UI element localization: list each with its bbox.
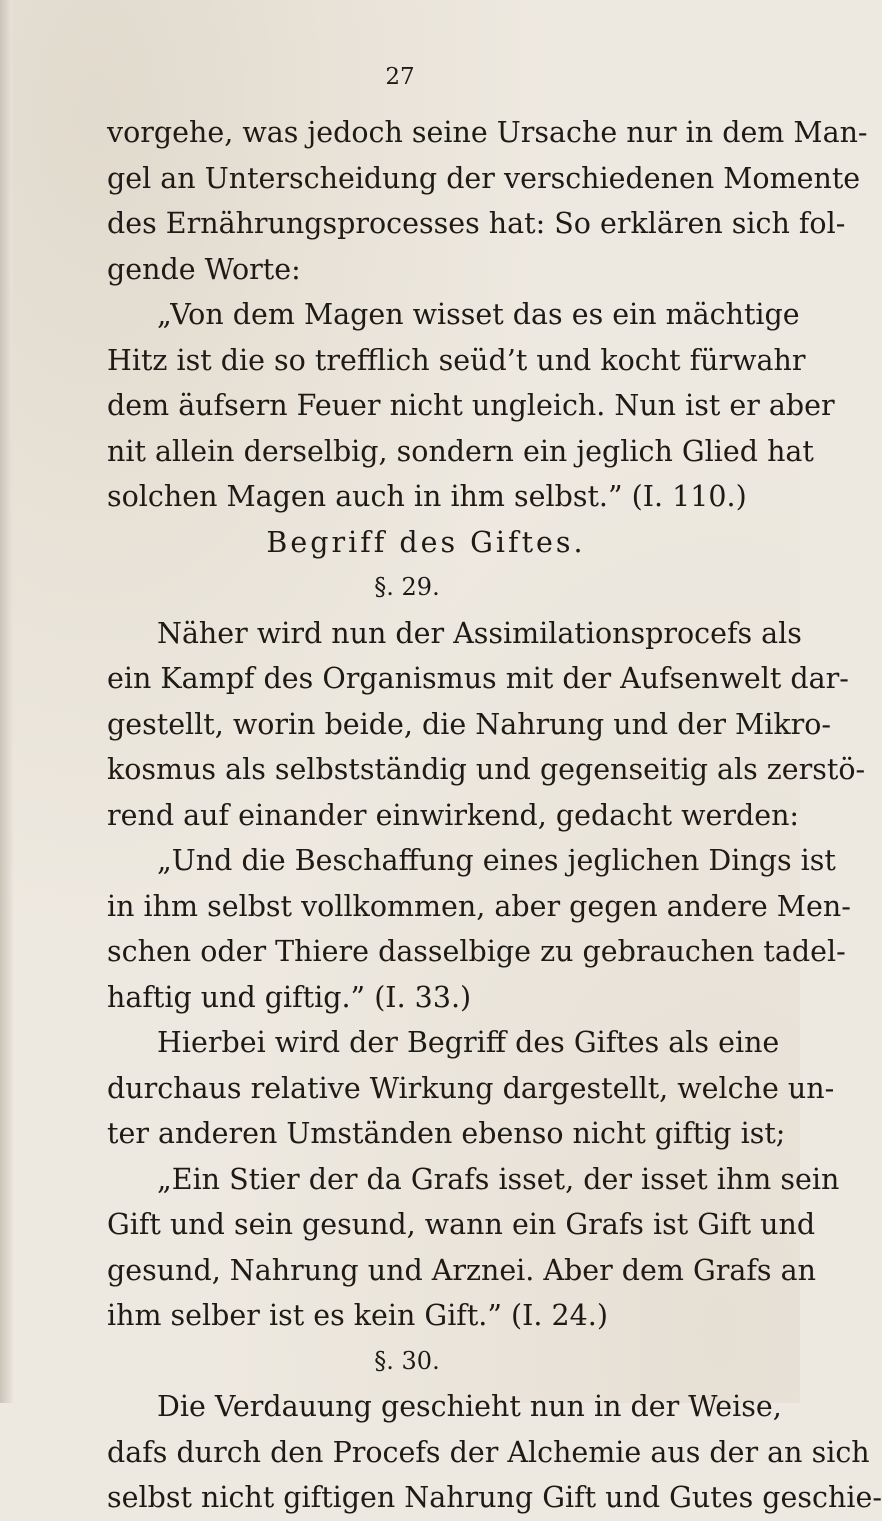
text-line: ter anderen Umständen ebenso nicht giftig ist; bbox=[107, 1117, 786, 1150]
text-line: Die Verdauung geschieht nun in der Weise, bbox=[157, 1390, 782, 1423]
quote-line: solchen Magen auch in ihm selbst.” (I. 110.) bbox=[107, 480, 747, 513]
quote-line: ihm selber ist es kein Gift.” (I. 24.) bbox=[107, 1299, 608, 1332]
quote-line: dem äufsern Feuer nicht ungleich. Nun ist er aber bbox=[107, 389, 835, 422]
text-line: gel an Unterscheidung der verschiedenen Momente bbox=[107, 161, 861, 195]
text-line: selbst nicht giftigen Nahrung Gift und Gutes geschie- bbox=[107, 1481, 882, 1514]
text-line: ein Kampf des Organismus mit der Aufsenwelt dar- bbox=[107, 662, 849, 695]
quote-line: „Von dem Magen wisset das es ein mächtige bbox=[157, 298, 800, 331]
quote-line: Hitz ist die so trefflich seüd’t und kocht fürwahr bbox=[107, 343, 806, 377]
quote-line: in ihm selbst vollkommen, aber gegen andere Men- bbox=[107, 889, 851, 923]
quote-line: gesund, Nahrung und Arznei. Aber dem Grafs an bbox=[107, 1253, 816, 1287]
text-line: gende Worte: bbox=[107, 252, 301, 286]
text-line: gestellt, worin beide, die Nahrung und der Mikro- bbox=[107, 707, 832, 741]
text-line: des Ernährungsprocesses hat: So erklären sich fol- bbox=[107, 207, 846, 240]
quote-line: „Ein Stier der da Grafs isset, der isset ihm sein bbox=[157, 1162, 840, 1196]
text-line: kosmus als selbstständig und gegenseitig als zerstö- bbox=[107, 753, 866, 786]
body-text bbox=[107, 110, 882, 1521]
page-gutter-shadow bbox=[0, 0, 14, 1403]
text-line: Näher wird nun der Assimilationsprocefs als bbox=[157, 616, 802, 650]
text-line: Hierbei wird der Begriff des Giftes als eine bbox=[157, 1026, 780, 1059]
quote-line: haftig und giftig.” (I. 33.) bbox=[107, 980, 472, 1014]
quote-line: nit allein derselbig, sondern ein jeglich Glied hat bbox=[107, 434, 814, 468]
text-line: durchaus relative Wirkung dargestellt, welche un- bbox=[107, 1071, 835, 1105]
quote-line: Gift und sein gesund, wann ein Grafs ist Gift und bbox=[107, 1208, 816, 1241]
paragraph-number: §. 30. bbox=[374, 1346, 440, 1375]
quote-line: „Und die Beschaffung eines jeglichen Dings ist bbox=[157, 844, 836, 877]
quote-line: schen oder Thiere dasselbige zu gebrauchen tadel- bbox=[107, 935, 846, 968]
section-heading: Begriff des Giftes. bbox=[266, 525, 586, 559]
page-number: 27 bbox=[385, 64, 415, 90]
paragraph-number: §. 29. bbox=[374, 573, 440, 601]
text-line: vorgehe, was jedoch seine Ursache nur in dem Man- bbox=[107, 116, 868, 149]
text-line: rend auf einander einwirkend, gedacht werden: bbox=[107, 798, 800, 832]
text-line: dafs durch den Procefs der Alchemie aus der an sich bbox=[107, 1435, 870, 1469]
